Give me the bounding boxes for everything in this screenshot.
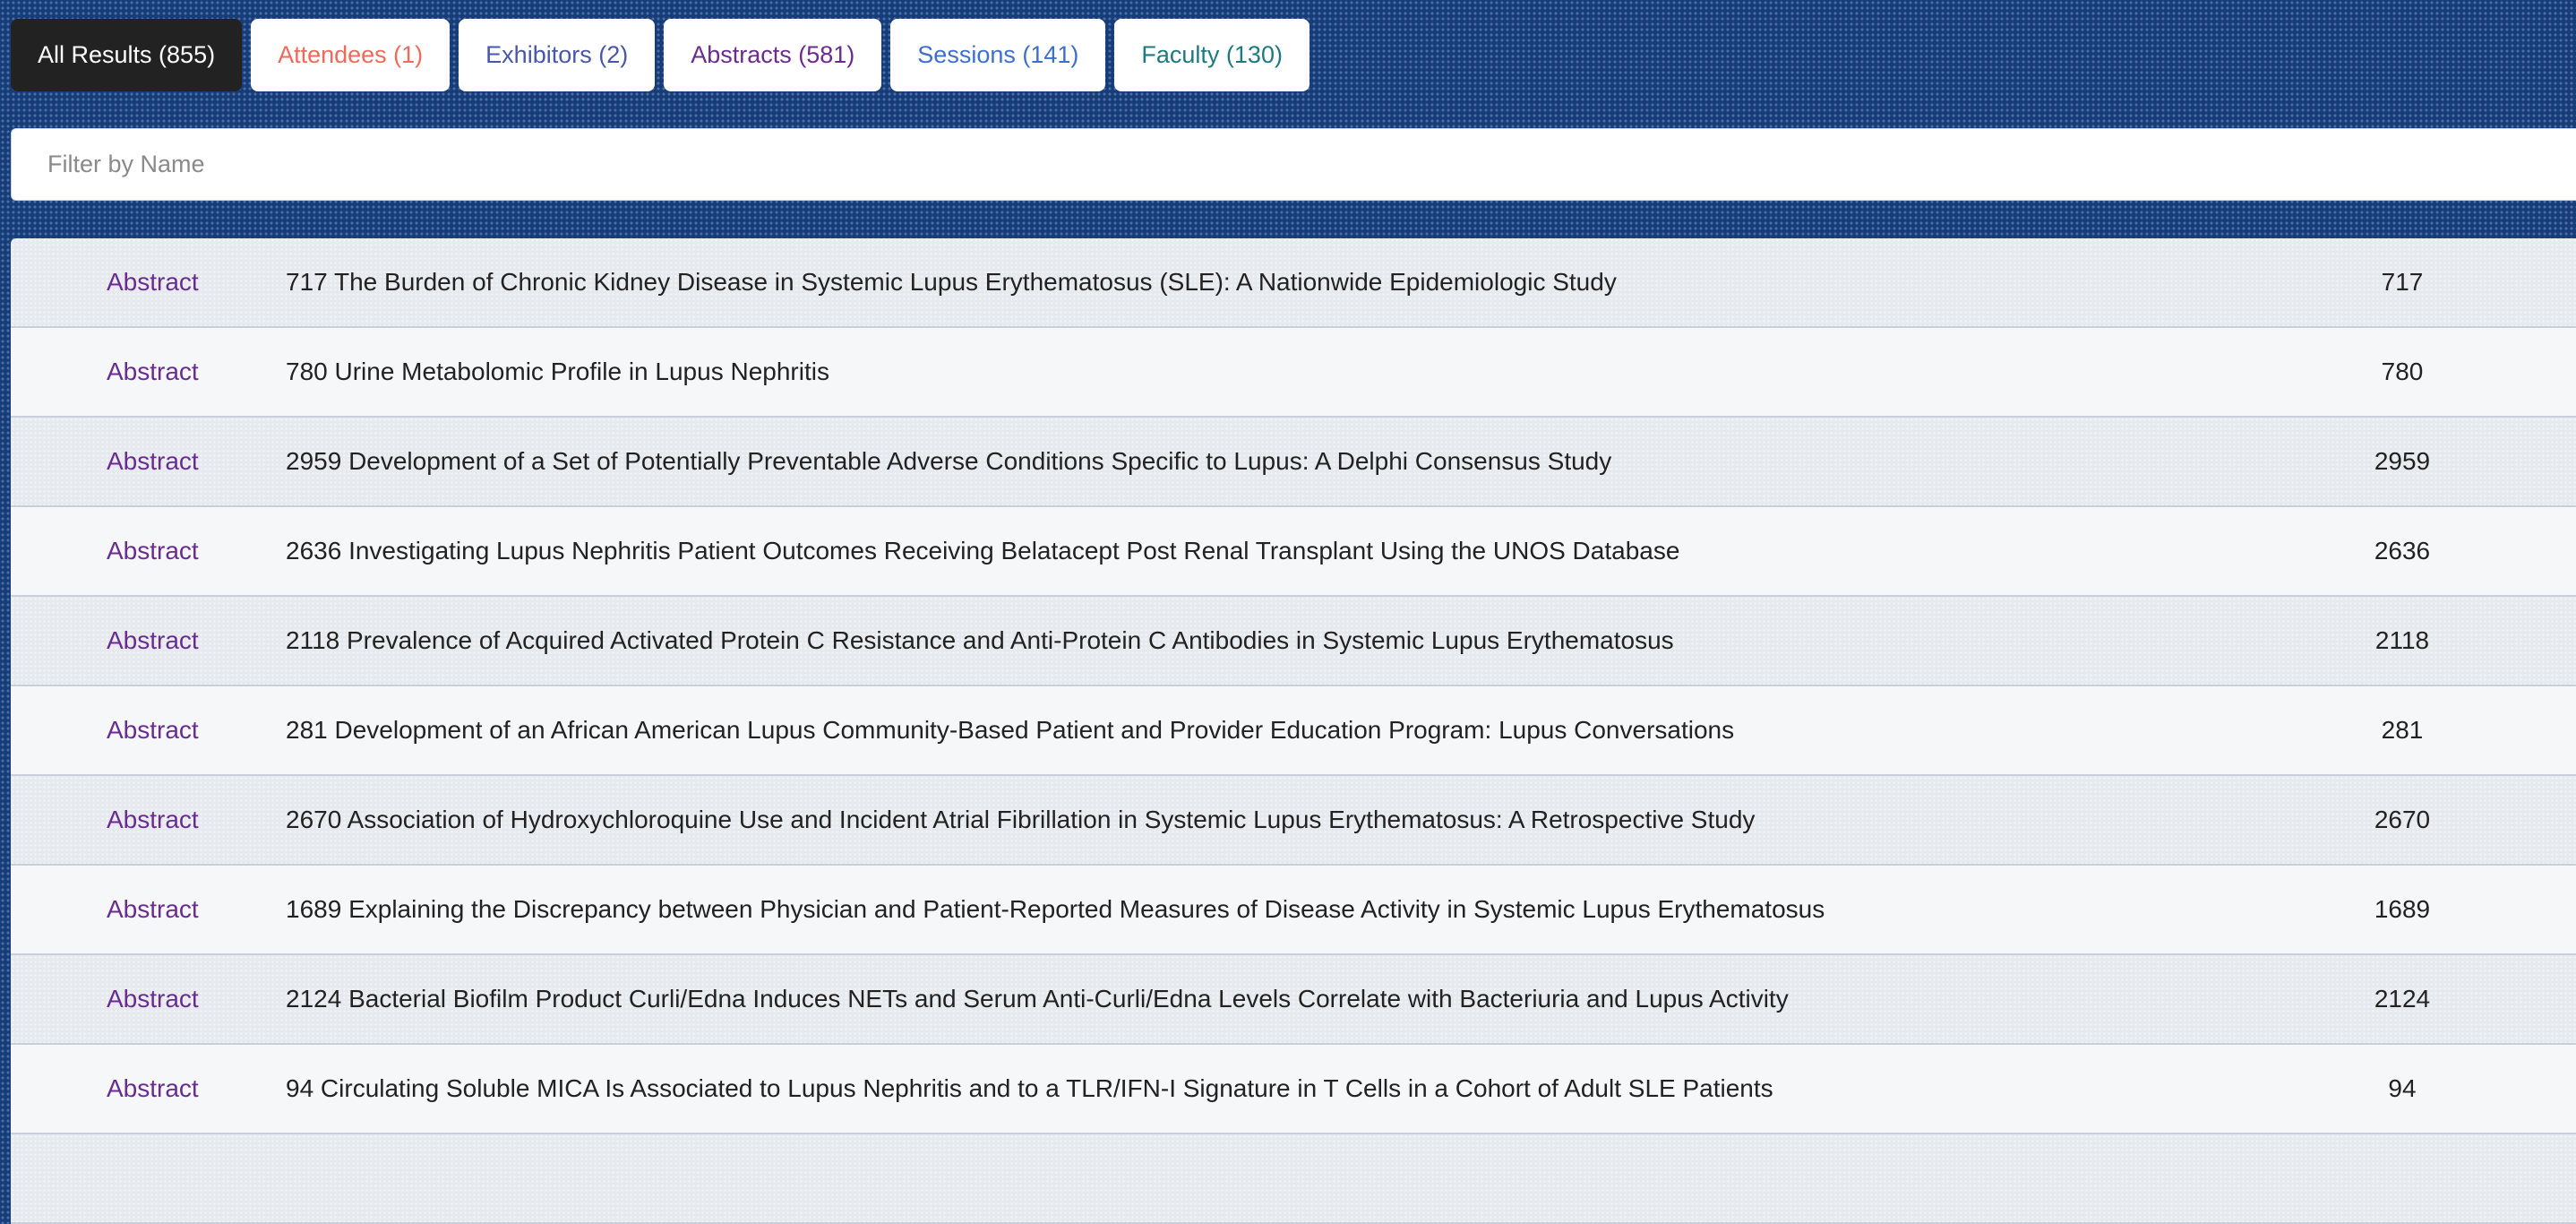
result-title[interactable]: 281 Development of an African American Lupus Community-Based Patient and Provider Education Program: Lupus Conversations [286, 716, 1735, 744]
result-type-link[interactable]: Abstract [107, 626, 199, 654]
result-type-link[interactable]: Abstract [107, 537, 199, 565]
table-row[interactable] [11, 776, 2576, 866]
tab-attendees[interactable]: Attendees (1) [251, 19, 450, 91]
result-type-link[interactable]: Abstract [107, 895, 199, 923]
table-row[interactable] [11, 955, 2576, 1045]
result-title[interactable]: 1689 Explaining the Discrepancy between Physician and Patient-Reported Measures of Disease Activity in Systemic Lupus Erythematosus [286, 895, 1825, 923]
tab-exhibitors[interactable]: Exhibitors (2) [459, 19, 655, 91]
result-type-link[interactable]: Abstract [107, 1074, 199, 1102]
tab-faculty[interactable]: Faculty (130) [1114, 19, 1309, 91]
result-number: 2636 [2374, 537, 2431, 565]
result-number: 780 [2381, 358, 2424, 385]
table-row[interactable] [11, 866, 2576, 955]
table-row[interactable] [11, 418, 2576, 507]
result-title[interactable]: 2124 Bacterial Biofilm Product Curli/Edna Induces NETs and Serum Anti-Curli/Edna Levels Correlate with Bacteriuria and Lupus Activity [286, 985, 1789, 1013]
result-number: 717 [2381, 268, 2424, 296]
table-row[interactable] [11, 1045, 2576, 1134]
tab-all-results[interactable]: All Results (855) [11, 19, 242, 91]
table-row[interactable] [11, 686, 2576, 776]
result-type-link[interactable]: Abstract [107, 716, 199, 744]
result-number: 2670 [2374, 806, 2431, 833]
filter-by-name-input[interactable] [11, 128, 2576, 201]
result-number: 281 [2381, 716, 2424, 744]
table-row[interactable] [11, 238, 2576, 328]
tab-abstracts[interactable]: Abstracts (581) [664, 19, 881, 91]
result-title[interactable]: 2670 Association of Hydroxychloroquine Use and Incident Atrial Fibrillation in Systemic Lupus Erythematosus: A Retrospective Study [286, 806, 1756, 833]
result-title[interactable]: 2118 Prevalence of Acquired Activated Protein C Resistance and Anti-Protein C Antibodies in Systemic Lupus Erythematosus [286, 626, 1674, 654]
table-row-partial [11, 1134, 2576, 1224]
tab-sessions[interactable]: Sessions (141) [890, 19, 1105, 91]
result-title[interactable]: 780 Urine Metabolomic Profile in Lupus Nephritis [286, 358, 829, 385]
result-type-link[interactable]: Abstract [107, 447, 199, 475]
result-number: 2959 [2374, 447, 2431, 475]
result-type-link[interactable]: Abstract [107, 358, 199, 385]
result-title[interactable]: 2636 Investigating Lupus Nephritis Patient Outcomes Receiving Belatacept Post Renal Transplant Using the UNOS Database [286, 537, 1680, 565]
result-type-link[interactable]: Abstract [107, 806, 199, 833]
results-list [11, 238, 2576, 1224]
result-number: 94 [2388, 1074, 2417, 1102]
result-type-link[interactable]: Abstract [107, 985, 199, 1013]
result-number: 2124 [2374, 985, 2431, 1013]
result-title[interactable]: 2959 Development of a Set of Potentially Preventable Adverse Conditions Specific to Lupus: A Delphi Consensus Study [286, 447, 1612, 475]
result-number: 1689 [2374, 895, 2431, 923]
table-row[interactable] [11, 328, 2576, 418]
table-row[interactable] [11, 507, 2576, 597]
table-row[interactable] [11, 597, 2576, 686]
result-type-link[interactable]: Abstract [107, 268, 199, 296]
result-title[interactable]: 717 The Burden of Chronic Kidney Disease in Systemic Lupus Erythematosus (SLE): A Nationwide Epidemiologic Study [286, 268, 1617, 296]
result-number: 2118 [2374, 626, 2430, 654]
result-title[interactable]: 94 Circulating Soluble MICA Is Associated to Lupus Nephritis and to a TLR/IFN-I Signature in T Cells in a Cohort of Adult SLE Patients [286, 1074, 1773, 1102]
category-tabs [11, 19, 1309, 91]
